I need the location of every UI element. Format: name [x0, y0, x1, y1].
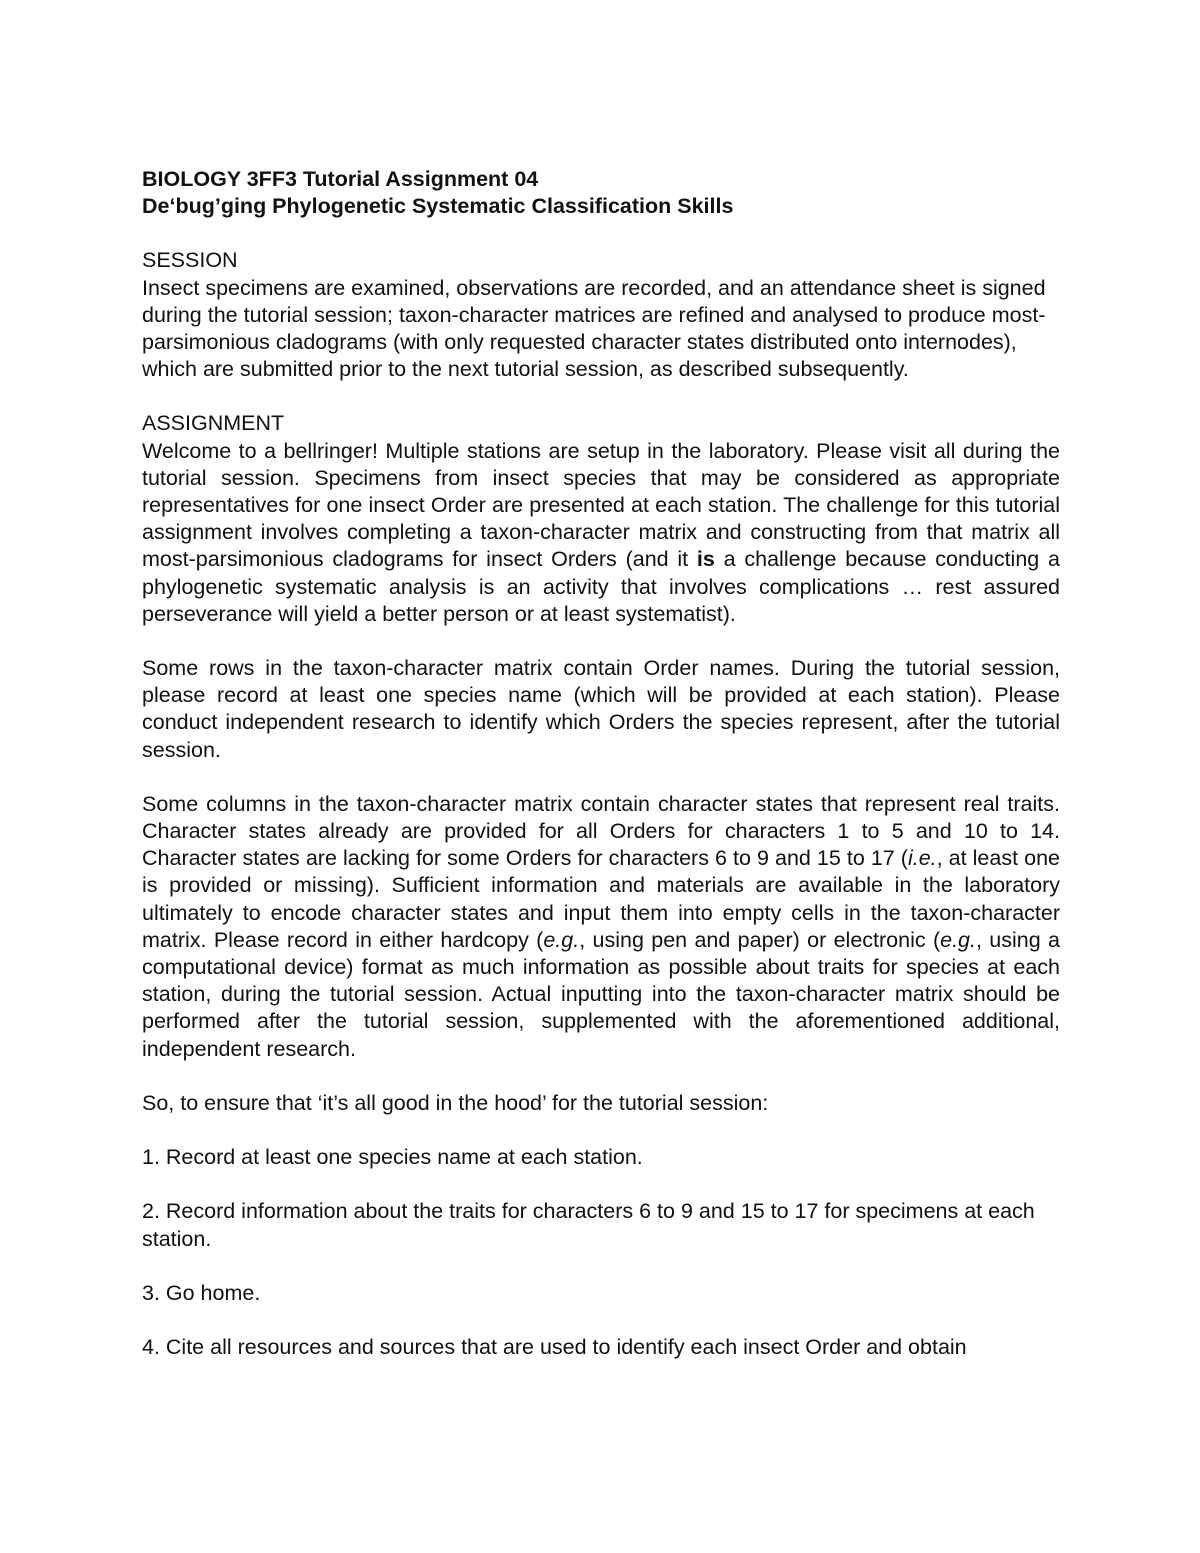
- assignment-p3-eg-2: e.g.: [940, 927, 976, 952]
- assignment-p3-text-c: , using pen and paper) or electronic (: [579, 927, 941, 952]
- assignment-paragraph-2: Some rows in the taxon-character matrix contain Order names. During the tutorial session, please record at least one species name (which will be provided at each station). Please conduct independent research to identify which Orders the species represent, after the tutorial session.: [142, 656, 1060, 762]
- assignment-p1-text-b: a challenge because conducting a phylogenetic systematic analysis is an activity that involves complications … rest assured perseverance will yield a better person or at least systematist).: [142, 547, 1060, 626]
- assignment-p1-emphasis: is: [696, 547, 715, 572]
- step-1: 1. Record at least one species name at each station.: [142, 1145, 643, 1170]
- assignment-p3-eg-1: e.g.: [543, 927, 580, 952]
- assignment-p1-text-a: Welcome to a bellringer! Multiple stations are setup in the laboratory. Please visit all during the tutorial session. Specimens from insect species that may be considered as appropriate representatives for one insect Order are presented at each station. The challenge for this tutorial assignment involves completing a taxon-character matrix and constructing from that matrix all most-parsimonious cladograms for insect Orders (and it: [142, 438, 1060, 572]
- assignment-paragraph-3: [142, 791, 1060, 1063]
- session-heading: SESSION: [142, 248, 238, 273]
- assignment-paragraph-1: [142, 438, 1060, 628]
- assignment-p3-text-b: , at least one is provided or missing). Sufficient information and materials are available in the laboratory ultimately to encode character states and input them into empty cells in the taxon-character matrix. Please record in either hardcopy (: [142, 846, 1060, 952]
- assignment-p3-text-d: , using a computational device) format as much information as possible about traits for species at each station, during the tutorial session. Actual inputting into the taxon-character matrix should be performed after the tutorial session, supplemented with the aforementioned additional, independent research.: [142, 927, 1061, 1061]
- assignment-paragraph-4: So, to ensure that ‘it’s all good in the hood’ for the tutorial session:: [142, 1090, 769, 1115]
- assignment-p3-text-a: Some columns in the taxon-character matrix contain character states that represent real traits. Character states already are provided for all Orders for characters 1 to 5 and 10 to 14. Character states are lacking for some Orders for characters 6 to 9 and 15 to 17 (: [142, 791, 1060, 871]
- step-3: 3. Go home.: [142, 1280, 261, 1305]
- document-subtitle: De‘bug’ging Phylogenetic Systematic Classification Skills: [142, 194, 734, 219]
- assignment-heading: ASSIGNMENT: [142, 411, 285, 436]
- assignment-p3-ie: i.e.: [907, 846, 937, 871]
- step-2: 2. Record information about the traits for characters 6 to 9 and 15 to 17 for specimens at each station.: [142, 1199, 1035, 1251]
- session-paragraph: Insect specimens are examined, observations are recorded, and an attendance sheet is signed during the tutorial session; taxon-character matrices are refined and analysed to produce most-parsimonious cladograms (with only requested character states distributed onto internodes), which are submitted prior to the next tutorial session, as described subsequently.: [142, 275, 1046, 382]
- document-page: [142, 166, 1060, 1361]
- step-4: 4. Cite all resources and sources that are used to identify each insect Order and obtain: [142, 1334, 967, 1359]
- document-title: BIOLOGY 3FF3 Tutorial Assignment 04: [142, 167, 539, 191]
